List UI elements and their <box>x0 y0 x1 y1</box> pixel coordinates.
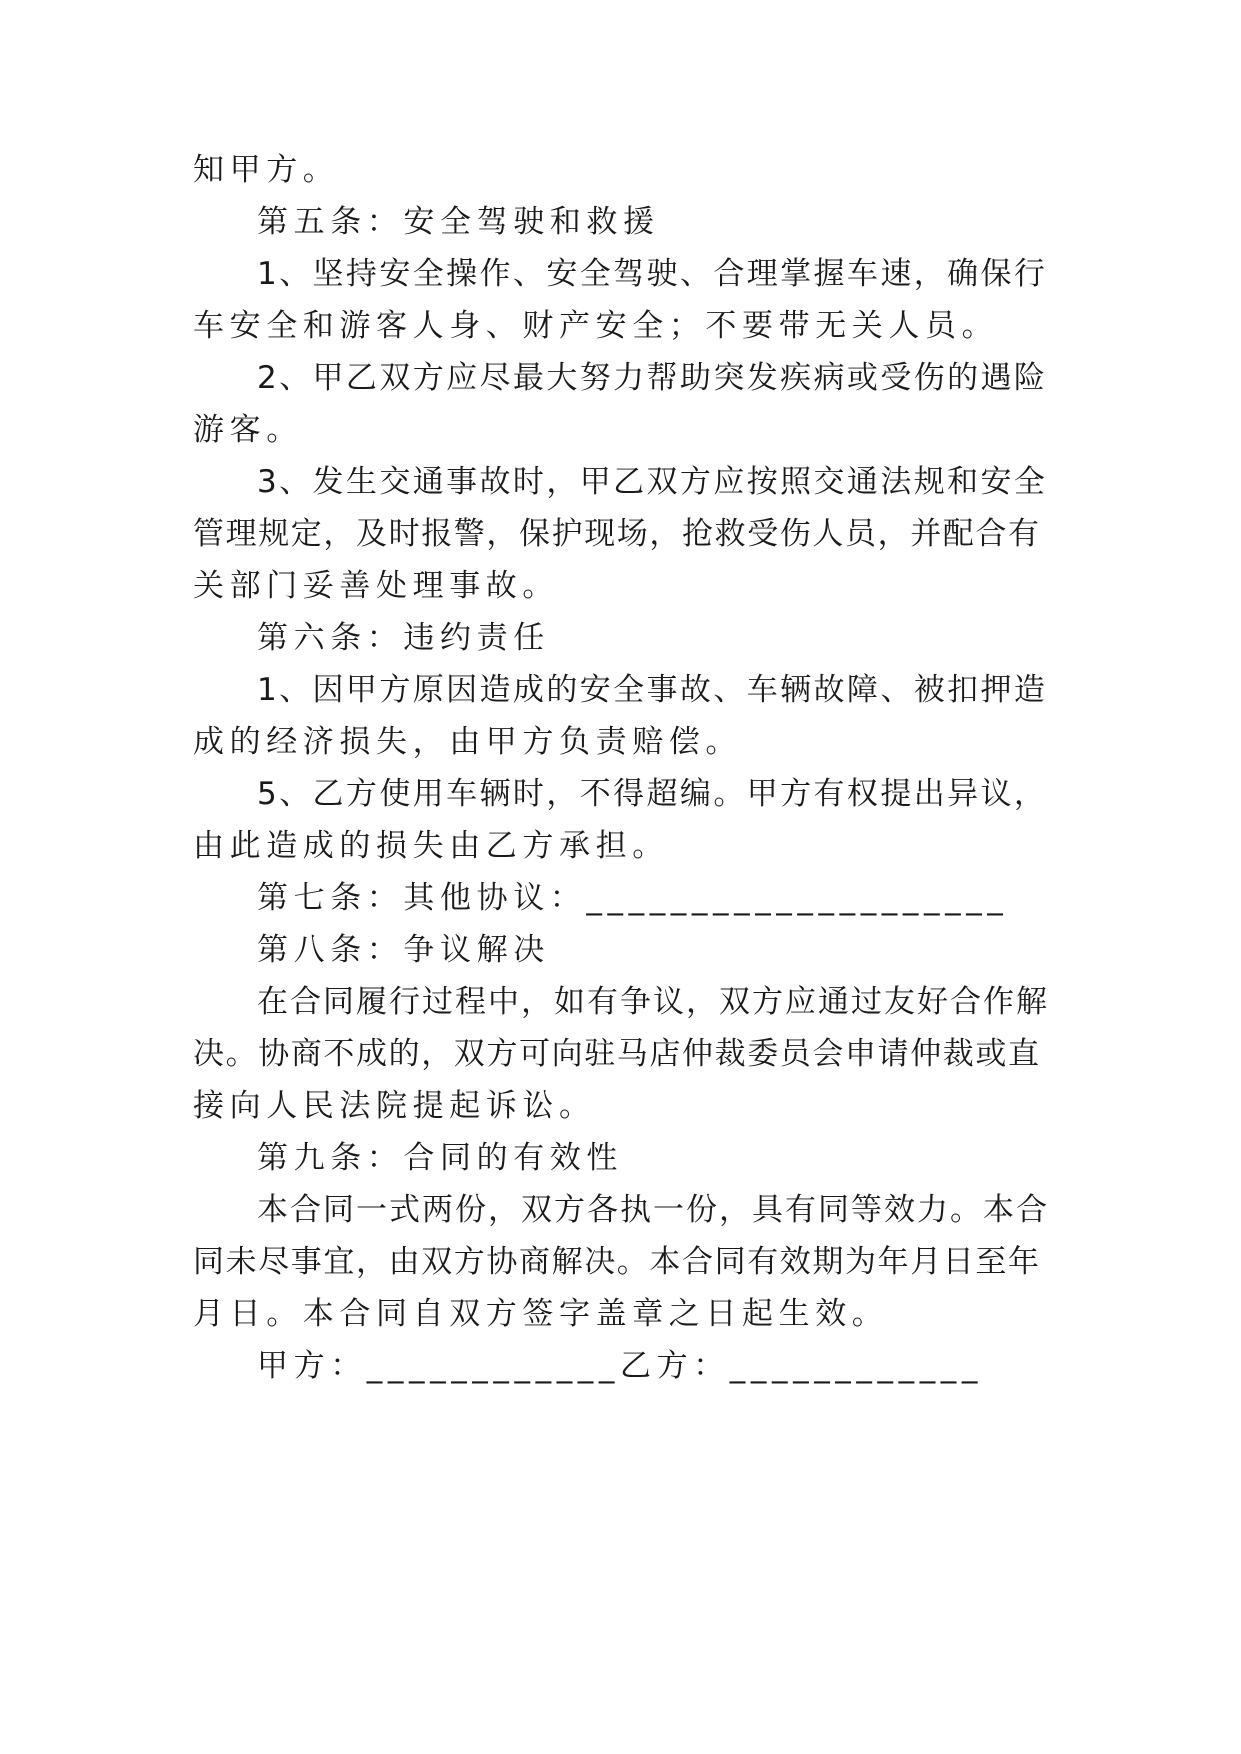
paragraph-line: 5、乙方使用车辆时，不得超编。甲方有权提出异议， <box>257 776 1048 812</box>
paragraph-line: 在合同履行过程中，如有争议，双方应通过友好合作解 <box>257 984 1049 1020</box>
paragraph-line: 由此造成的损失由乙方承担。 <box>193 828 669 864</box>
paragraph-line: 1、因甲方原因造成的安全事故、车辆故障、被扣押造 <box>257 672 1048 708</box>
paragraph-line: 3、发生交通事故时，甲乙双方应按照交通法规和安全 <box>257 464 1048 500</box>
paragraph-line: 成的经济损失，由甲方负责赔偿。 <box>193 724 742 760</box>
article-heading-9: 第九条：合同的有效性 <box>257 1140 623 1176</box>
paragraph-line: 接向人民法院提起诉讼。 <box>193 1088 596 1124</box>
article-heading-6: 第六条：违约责任 <box>257 620 550 656</box>
paragraph-line: 同未尽事宜，由双方协商解决。本合同有效期为年月日至年 <box>193 1244 1041 1280</box>
article-heading-5: 第五条：安全驾驶和救援 <box>257 204 660 240</box>
paragraph-line: 2、甲乙双方应尽最大努力帮助突发疾病或受伤的遇险 <box>257 360 1048 396</box>
paragraph-line: 决。协商不成的，双方可向驻马店仲裁委员会申请仲裁或直 <box>193 1036 1041 1072</box>
signature-line: 甲方：____________乙方：____________ <box>257 1348 983 1384</box>
paragraph-line: 本合同一式两份，双方各执一份，具有同等效力。本合 <box>257 1192 1049 1228</box>
paragraph-line: 车安全和游客人身、财产安全；不要带无关人员。 <box>193 308 999 344</box>
paragraph-line: 管理规定，及时报警，保护现场，抢救受伤人员，并配合有 <box>193 516 1041 552</box>
paragraph-line: 游客。 <box>193 412 303 448</box>
article-heading-7: 第七条：其他协议：____________________ <box>257 880 1009 916</box>
paragraph-line: 月日。本合同自双方签字盖章之日起生效。 <box>193 1296 889 1332</box>
article-heading-8: 第八条：争议解决 <box>257 932 550 968</box>
paragraph-line: 知甲方。 <box>193 152 340 188</box>
paragraph-line: 1、坚持安全操作、安全驾驶、合理掌握车速，确保行 <box>257 256 1048 292</box>
paragraph-line: 关部门妥善处理事故。 <box>193 568 559 604</box>
